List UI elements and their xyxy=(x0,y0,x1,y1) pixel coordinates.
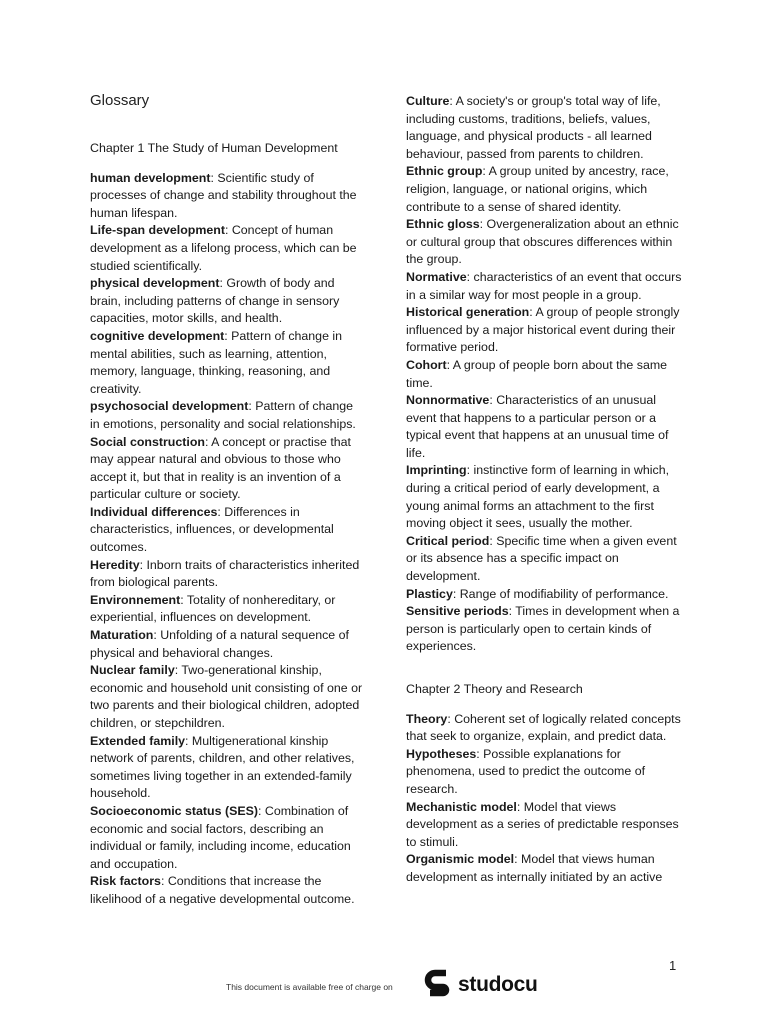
glossary-definition: : Pattern of change in mental abilities, such as learning, attention, memory, language, thinking, reasoning, and creativity. xyxy=(90,328,343,396)
glossary-term: Individual differences xyxy=(90,504,218,519)
glossary-definition: : Overgeneralization about an ethnic or cultural group that obscures differences within the group. xyxy=(406,217,679,267)
glossary-entry xyxy=(90,803,366,873)
glossary-definition: : Scientific study of processes of change and stability throughout the human lifespan. xyxy=(90,170,357,220)
glossary-entry xyxy=(90,627,366,662)
chapter-1-heading: Chapter 1 The Study of Human Development xyxy=(90,141,338,155)
glossary-definition: : Concept of human development as a lifelong process, which can be studied scientifically. xyxy=(90,223,357,273)
chapter-1-entries xyxy=(90,170,366,909)
glossary-definition: : Model that views development as a series of predictable responses to stimuli. xyxy=(406,799,679,849)
glossary-definition: : Conditions that increase the likelihood of a negative developmental outcome. xyxy=(90,874,355,906)
glossary-term: Hypotheses xyxy=(406,746,477,761)
glossary-definition: : Differences in characteristics, influences, or developmental outcomes. xyxy=(90,504,334,555)
glossary-entry xyxy=(406,533,682,586)
glossary-term: Maturation xyxy=(90,628,154,643)
glossary-term: Normative xyxy=(406,269,467,284)
glossary-term: psychosocial development xyxy=(90,399,249,414)
glossary-entry xyxy=(90,504,366,557)
glossary-definition: : Range of modifiability of performance. xyxy=(452,586,669,601)
glossary-entry xyxy=(90,557,366,592)
glossary-term: Ethnic gloss xyxy=(406,217,480,232)
glossary-definition: : characteristics of an event that occurs in a similar way for most people in a group. xyxy=(406,269,682,302)
glossary-definition: : Inborn traits of characteristics inherited from biological parents. xyxy=(90,557,360,590)
glossary-definition: : Coherent set of logically related concepts that seek to organize, explain, and predict data. xyxy=(406,711,681,744)
glossary-term: Organismic model xyxy=(406,852,515,867)
glossary-definition: : A group united by ancestry, race, religion, language, or national origins, which contribute to a sense of shared identity. xyxy=(406,164,669,214)
glossary-entry xyxy=(406,163,682,216)
glossary-entry xyxy=(406,851,682,886)
glossary-definition: : Unfolding of a natural sequence of physical and behavioral changes. xyxy=(90,628,349,660)
chapter-2-heading: Chapter 2 Theory and Research xyxy=(406,682,583,696)
glossary-entry xyxy=(90,275,366,328)
studocu-logo-icon[interactable] xyxy=(424,969,454,1001)
glossary-term: Extended family xyxy=(90,733,186,748)
glossary-definition: : Pattern of change in emotions, personality and social relationships. xyxy=(90,399,356,431)
glossary-term: Critical period xyxy=(406,533,490,548)
glossary-term: Imprinting xyxy=(406,463,467,478)
glossary-term: Cohort xyxy=(406,357,447,372)
right-column xyxy=(406,93,682,887)
studocu-brand[interactable]: studocu xyxy=(458,973,538,996)
glossary-definition: : Possible explanations for phenomena, used to predict the outcome of research. xyxy=(406,746,646,796)
glossary-definition: : A society's or group's total way of life, including customs, traditions, beliefs, values, language, and physical products - all learned behaviour, passed from parents to children. xyxy=(406,94,661,161)
glossary-definition: : Multigenerational kinship network of parents, children, and other relatives, sometimes living together in an extended-family household. xyxy=(90,733,355,801)
glossary-entry xyxy=(406,93,682,163)
glossary-term: human development xyxy=(90,170,211,185)
glossary-entry xyxy=(406,357,682,392)
glossary-definition: : A group of people strongly influenced by a major historical event during their formative period. xyxy=(406,305,680,355)
left-column xyxy=(90,140,366,909)
glossary-entry xyxy=(90,662,366,732)
glossary-entry xyxy=(90,733,366,803)
footer-notice: This document is available free of charge on xyxy=(226,982,393,992)
glossary-entry xyxy=(406,711,682,746)
glossary-term: Ethnic group xyxy=(406,164,483,179)
glossary-definition: : instinctive form of learning in which, during a critical period of early development, a young animal forms an attachment to the first moving object it sees, usually the mother. xyxy=(406,463,670,531)
glossary-entry xyxy=(90,328,366,398)
glossary-term: Socioeconomic status (SES) xyxy=(90,803,258,818)
glossary-definition: : A concept or practise that may appear natural and obvious to those who accept it, but that in reality is an invention of a particular culture or society. xyxy=(90,434,352,502)
glossary-term: Social construction xyxy=(90,434,205,449)
chapter-1-entries-continued xyxy=(406,93,682,656)
glossary-definition: : Characteristics of an unusual event that happens to a particular person or a typical event that happens at an unusual time of life. xyxy=(406,393,669,460)
glossary-entry xyxy=(90,592,366,627)
glossary-term: Environnement xyxy=(90,592,181,607)
glossary-term: Historical generation xyxy=(406,305,530,320)
glossary-term: Sensitive periods xyxy=(406,604,509,619)
glossary-definition: : A group of people born about the same time. xyxy=(406,357,668,390)
glossary-entry xyxy=(90,434,366,504)
glossary-entry xyxy=(406,304,682,357)
glossary-term: Risk factors xyxy=(90,874,161,889)
glossary-term: Heredity xyxy=(90,557,140,572)
glossary-definition: : Growth of body and brain, including patterns of change in sensory capacities, motor skills, and health. xyxy=(90,276,340,326)
glossary-term: Plasticy xyxy=(406,586,453,601)
chapter-2-entries xyxy=(406,711,682,887)
glossary-entry xyxy=(406,392,682,462)
glossary-entry xyxy=(406,746,682,799)
glossary-entry xyxy=(406,216,682,269)
glossary-term: Mechanistic model xyxy=(406,799,517,814)
glossary-entry xyxy=(90,398,366,433)
glossary-definition: : Two-generational kinship, economic and household unit consisting of one or two parents and their biological children, adopted children, or stepchildren. xyxy=(90,663,363,730)
glossary-term: cognitive development xyxy=(90,328,225,343)
glossary-term: Nonnormative xyxy=(406,393,490,408)
glossary-entry xyxy=(90,222,366,275)
glossary-term: Life-span development xyxy=(90,223,225,238)
glossary-entry xyxy=(406,586,682,604)
glossary-definition: : Model that views human development as internally initiated by an active xyxy=(406,852,663,884)
glossary-entry xyxy=(406,269,682,304)
page-number: 1 xyxy=(669,958,677,973)
glossary-definition: : Specific time when a given event or its absence has a specific impact on development. xyxy=(406,533,677,584)
glossary-entry xyxy=(406,603,682,656)
glossary-definition: : Times in development when a person is particularly open to certain kinds of experiences. xyxy=(406,604,680,654)
glossary-definition: : Totality of nonhereditary, or experiential, influences on development. xyxy=(90,592,336,625)
glossary-definition: : Combination of economic and social factors, describing an individual or family, including income, education and occupation. xyxy=(90,803,351,871)
glossary-term: physical development xyxy=(90,276,220,291)
glossary-term: Culture xyxy=(406,94,450,108)
glossary-entry xyxy=(90,873,366,908)
glossary-term: Theory xyxy=(406,711,448,726)
glossary-term: Nuclear family xyxy=(90,663,175,678)
page-title: Glossary xyxy=(90,92,150,109)
glossary-entry xyxy=(406,462,682,532)
footer xyxy=(0,968,768,1008)
glossary-entry xyxy=(90,170,366,223)
glossary-entry xyxy=(406,799,682,852)
